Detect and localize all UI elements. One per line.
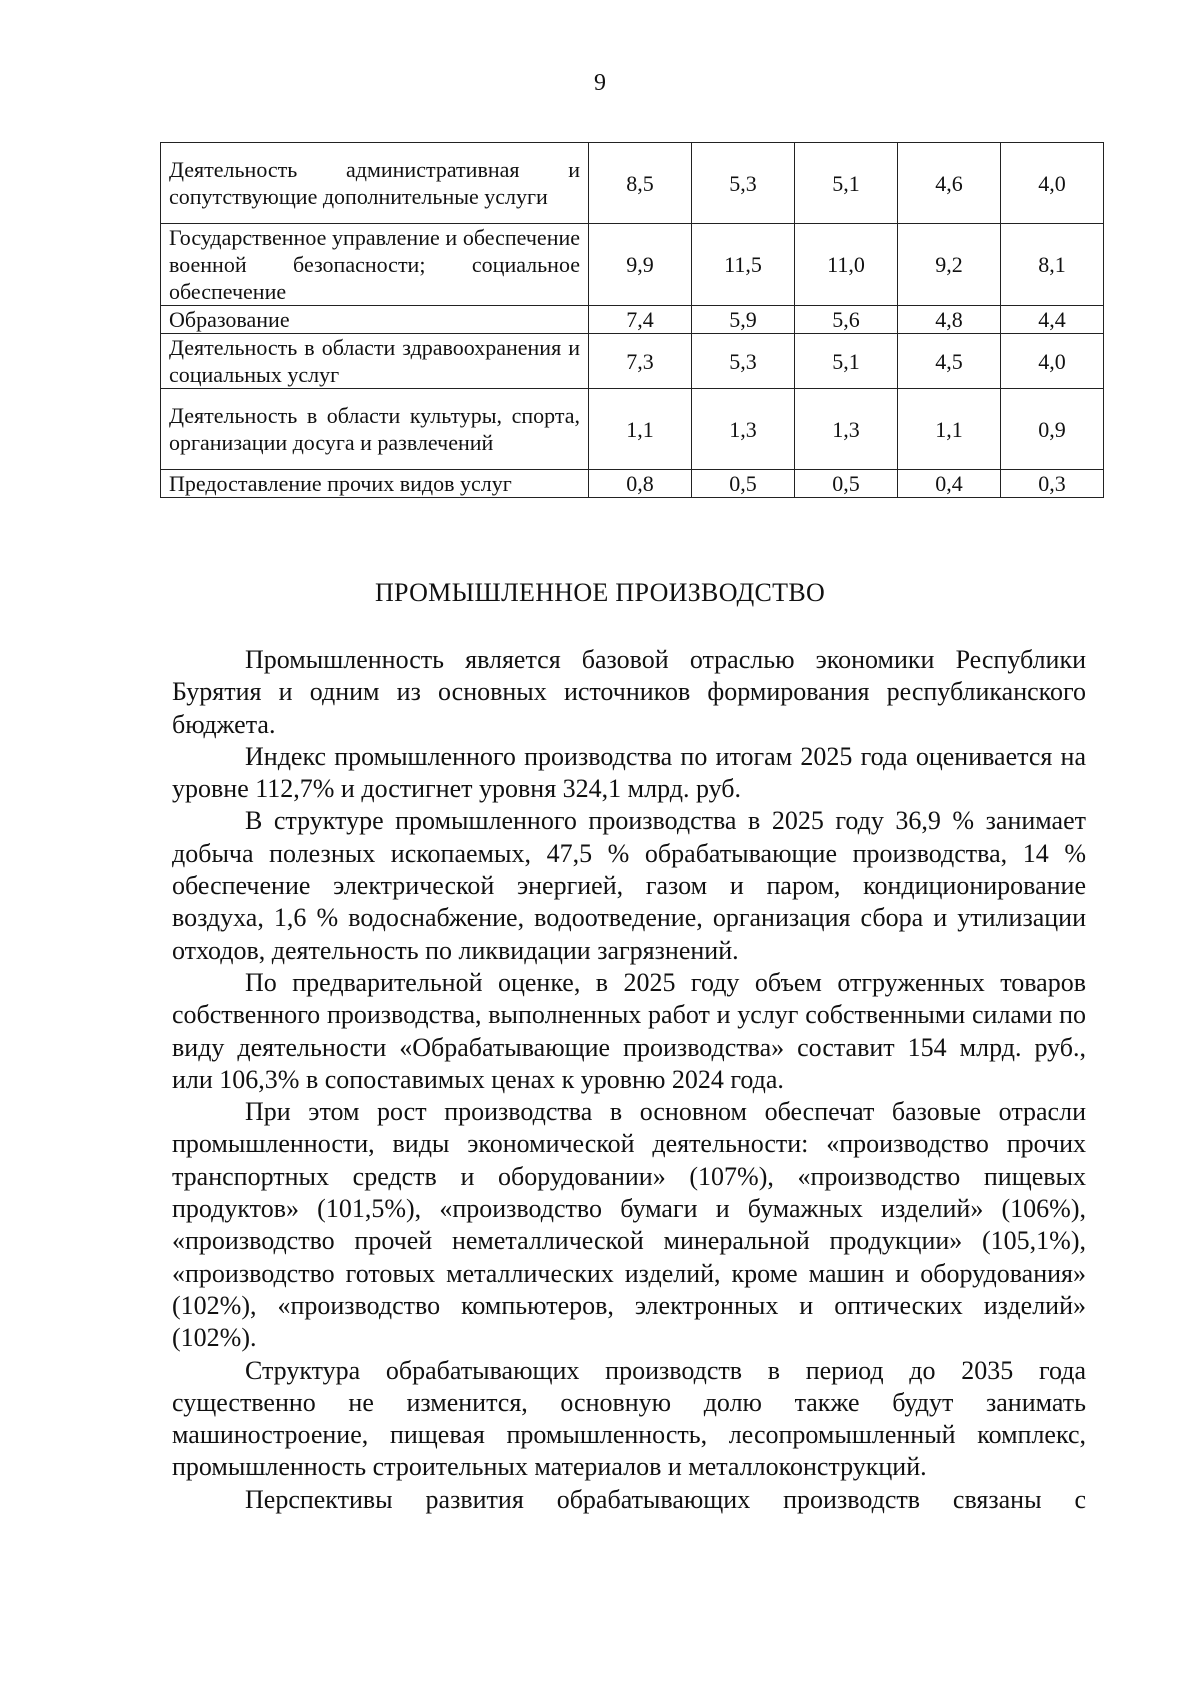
table-cell: 5,6 [795,306,898,334]
table-cell: 4,0 [1001,143,1104,224]
table-row [161,306,1104,334]
statistics-table [160,142,1104,498]
page-number: 9 [594,70,606,96]
row-label: Предоставление прочих видов услуг [161,470,589,498]
table-cell: 0,5 [692,470,795,498]
table-row [161,389,1104,470]
row-label: Деятельность в области культуры, спорта, организации досуга и развлечений [161,389,589,470]
table-cell: 0,9 [1001,389,1104,470]
paragraph: Перспективы развития обрабатывающих производств связаны с [245,1484,1086,1514]
table-cell: 7,3 [589,334,692,389]
table-cell: 0,4 [898,470,1001,498]
body-text [172,644,1086,1516]
table-cell: 11,0 [795,224,898,306]
table-cell: 5,3 [692,334,795,389]
paragraph: Индекс промышленного производства по итогам 2025 года оценивается на уровне 112,7% и достигнет уровня 324,1 млрд. руб. [172,741,1086,804]
table-cell: 5,1 [795,143,898,224]
table-row [161,470,1104,498]
table-row [161,334,1104,389]
row-label: Государственное управление и обеспечение военной безопасности; социальное обеспечение [161,224,589,306]
table-cell: 1,3 [795,389,898,470]
table-cell: 7,4 [589,306,692,334]
table-cell: 4,0 [1001,334,1104,389]
table-cell: 4,5 [898,334,1001,389]
table-cell: 1,1 [898,389,1001,470]
table-row [161,143,1104,224]
table-cell: 4,4 [1001,306,1104,334]
paragraph: Промышленность является базовой отраслью экономики Республики Бурятия и одним из основных источников формирования республиканского бюджета. [172,645,1086,739]
table-cell: 5,9 [692,306,795,334]
table-cell: 4,8 [898,306,1001,334]
row-label: Образование [161,306,589,334]
table-cell: 9,9 [589,224,692,306]
paragraph: По предварительной оценке, в 2025 году объем отгруженных товаров собственного производства, выполненных работ и услуг собственными силами по виду деятельности «Обрабатывающие производства» составит 154 млрд. руб., или 106,3% в сопоставимых ценах к уровню 2024 года. [172,967,1086,1094]
table-cell: 1,3 [692,389,795,470]
table-cell: 5,1 [795,334,898,389]
table-cell: 0,5 [795,470,898,498]
table-cell: 8,1 [1001,224,1104,306]
paragraph: Структура обрабатывающих производств в период до 2035 года существенно не изменится, основную долю также будут занимать машиностроение, пищевая промышленность, лесопромышленный комплекс, промышленность строительных материалов и металлоконструкций. [172,1355,1086,1482]
table-cell: 5,3 [692,143,795,224]
table-cell: 0,3 [1001,470,1104,498]
paragraph: При этом рост производства в основном обеспечат базовые отрасли промышленности, виды экономической деятельности: «производство прочих транспортных средств и оборудовании» (107%), «производство пищевых продуктов» (101,5%), «производство бумаги и бумажных изделий» (106%), «производство прочей неметаллической минеральной продукции» (105,1%), «производство готовых металлических изделий, кроме машин и оборудования» (102%), «производство компьютеров, электронных и оптических изделий» (102%). [172,1097,1086,1353]
row-label: Деятельность в области здравоохранения и социальных услуг [161,334,589,389]
table-cell: 8,5 [589,143,692,224]
paragraph: В структуре промышленного производства в 2025 году 36,9 % занимает добыча полезных ископаемых, 47,5 % обрабатывающие производства, 14 % обеспечение электрической энергией, газом и паром, кондиционирование воздуха, 1,6 % водоснабжение, водоотведение, организация сбора и утилизации отходов, деятельность по ликвидации загрязнений. [172,806,1086,965]
table-cell: 1,1 [589,389,692,470]
table-cell: 0,8 [589,470,692,498]
table-cell: 4,6 [898,143,1001,224]
table-cell: 9,2 [898,224,1001,306]
table-cell: 11,5 [692,224,795,306]
table-row [161,224,1104,306]
row-label: Деятельность административная и сопутствующие дополнительные услуги [161,143,589,224]
section-title: ПРОМЫШЛЕННОЕ ПРОИЗВОДСТВО [374,578,826,607]
